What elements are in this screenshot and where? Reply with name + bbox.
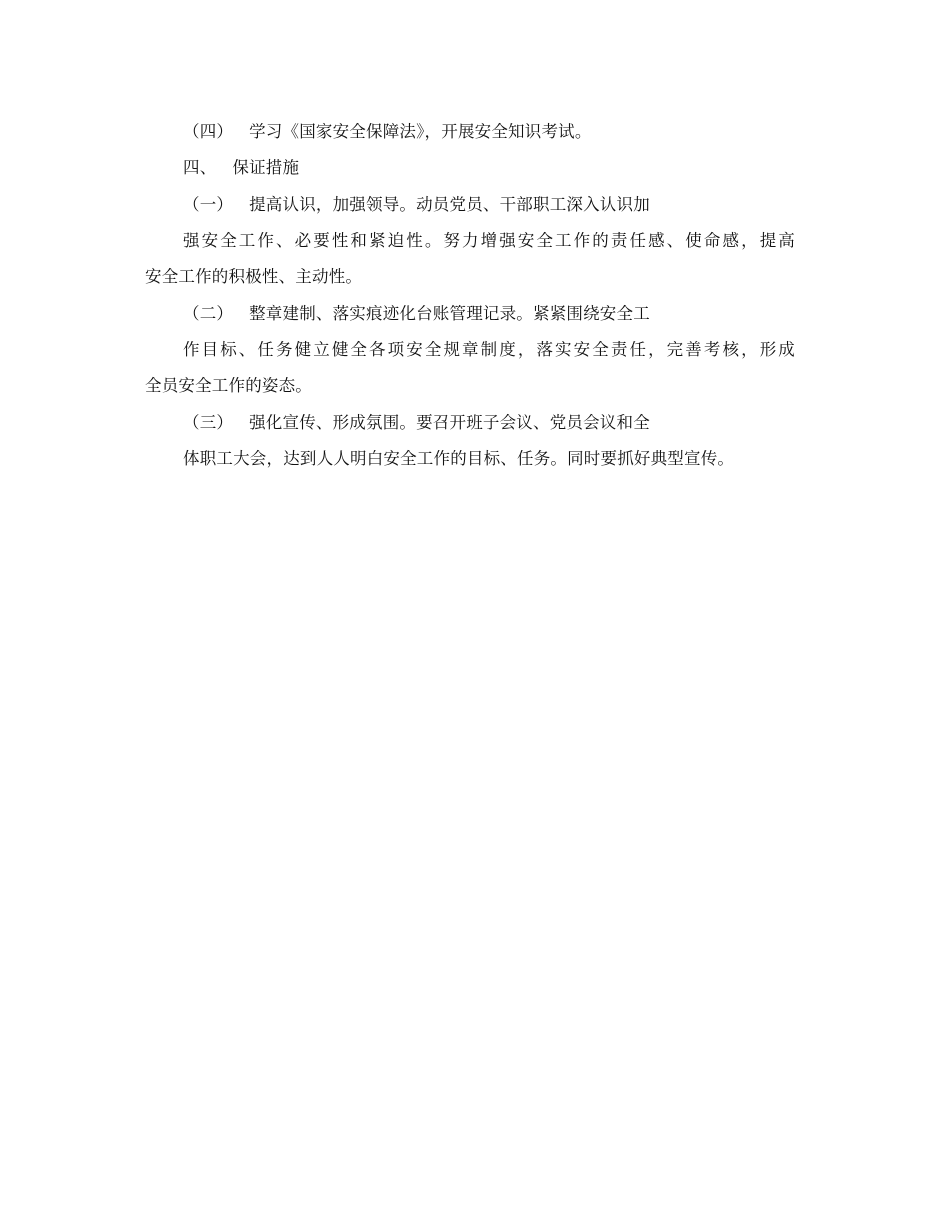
item-text: 强化宣传、形成氛围。要召开班子会议、党员会议和全 [249,413,650,432]
paragraph-line: 作目标、任务健立健全各项安全规章制度，落实安全责任，完善考核，形成 [183,340,795,359]
item-text: 提高认识，加强领导。动员党员、干部职工深入认识加 [249,195,650,214]
paragraph-line: 体职工大会，达到人人明白安全工作的目标、任务。同时要抓好典型宣传。 [183,449,735,468]
section-marker: 四、 [183,158,217,177]
section-heading-guarantee-measures [183,158,299,178]
paragraph-line: 全员安全工作的姿态。 [145,376,312,395]
item-four-study [183,122,592,142]
item-marker: （三） [183,413,234,432]
item-marker: （一） [183,195,234,214]
item-one-leadership [183,195,650,215]
item-text: 整章建制、落实痕迹化台账管理记录。紧紧围绕安全工 [249,304,650,323]
item-marker: （四） [183,122,234,141]
section-title: 保证措施 [232,158,300,177]
item-three-publicity [183,413,650,433]
paragraph-line: 强安全工作、必要性和紧迫性。努力增强安全工作的责任感、使命感，提高 [183,231,795,250]
item-two-rules [183,304,650,324]
item-text: 学习《国家安全保障法》，开展安全知识考试。 [249,122,592,141]
item-marker: （二） [183,304,234,323]
paragraph-line: 安全工作的积极性、主动性。 [145,267,363,286]
